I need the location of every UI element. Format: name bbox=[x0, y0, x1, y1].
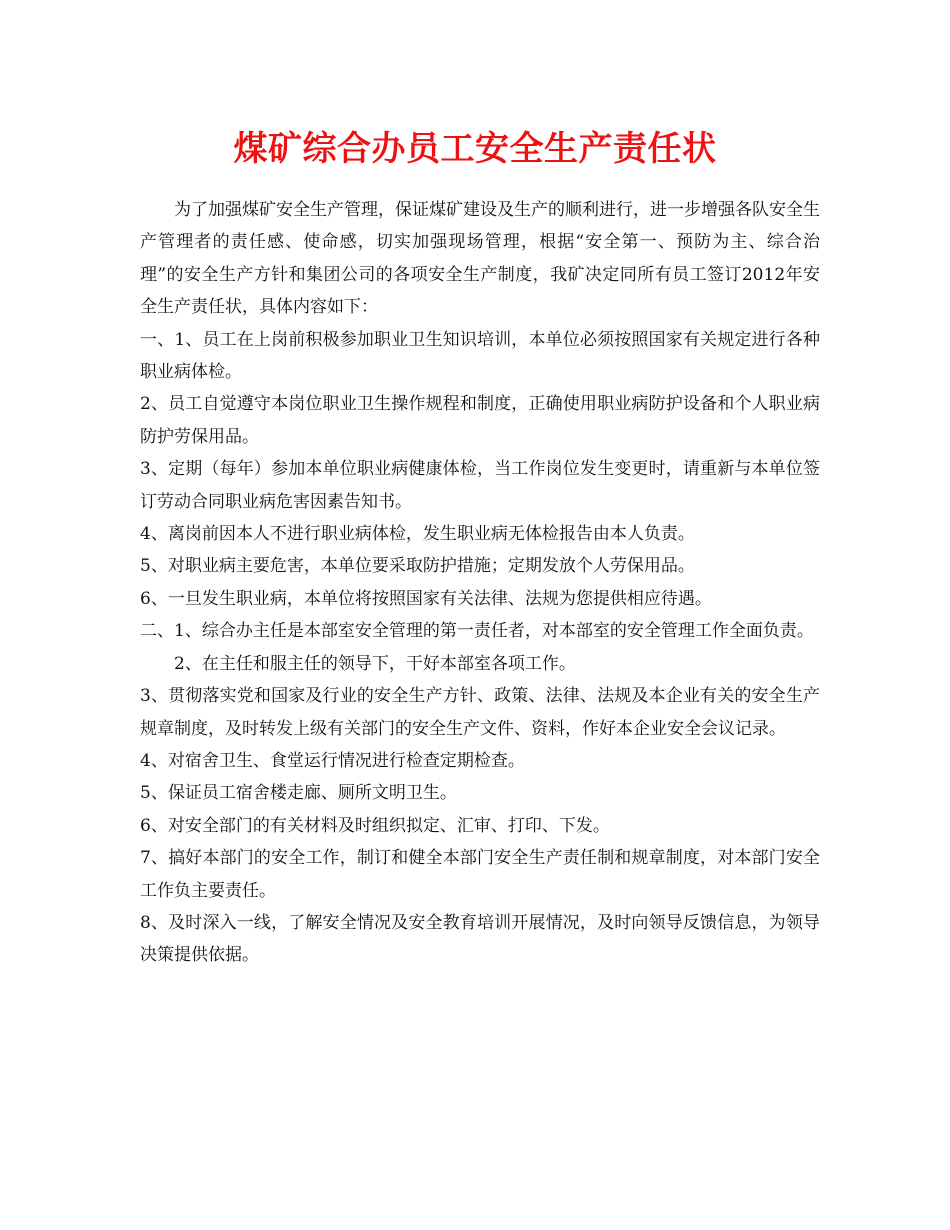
section-two-item-4: 4、对宿舍卫生、食堂运行情况进行检查定期检查。 bbox=[140, 750, 525, 771]
section-two-item-7: 7、搞好本部门的安全工作，制订和健全本部门安全生产责任制和规章制度，对本部门安全工作负主要责任。 bbox=[140, 848, 820, 901]
section-one-item-2: 2、员工自觉遵守本岗位职业卫生操作规程和制度，正确使用职业病防护设备和个人职业病防护劳保用品。 bbox=[140, 394, 820, 447]
section-one-item-3: 3、定期（每年）参加本单位职业病健康体检，当工作岗位发生变更时，请重新与本单位签订劳动合同职业病危害因素告知书。 bbox=[140, 459, 820, 512]
section-two-item-1: 二、1、综合办主任是本部室安全管理的第一责任者，对本部室的安全管理工作全面负责。 bbox=[140, 621, 814, 642]
section-two-item-8: 8、及时深入一线，了解安全情况及安全教育培训开展情况，及时向领导反馈信息，为领导决策提供依据。 bbox=[140, 912, 820, 966]
section-two-item-2: 2、在主任和服主任的领导下，干好本部室各项工作。 bbox=[174, 653, 576, 674]
section-one-item-1: 一、1、员工在上岗前积极参加职业卫生知识培训，本单位必须按照国家有关规定进行各种职业病体检。 bbox=[140, 329, 820, 383]
intro-paragraph: 为了加强煤矿安全生产管理，保证煤矿建设及生产的顺利进行，进一步增强各队安全生产管理者的责任感、使命感，切实加强现场管理，根据“安全第一、预防为主、综合治理”的安全生产方针和集团公司的各项安全生产制度，我矿决定同所有员工签订2012年安全生产责任状，具体内容如下： bbox=[140, 200, 820, 318]
section-one-item-5: 5、对职业病主要危害，本单位要采取防护措施；定期发放个人劳保用品。 bbox=[140, 556, 695, 577]
document-title: 煤矿综合办员工安全生产责任状 bbox=[233, 129, 717, 169]
section-two-item-6: 6、对安全部门的有关材料及时组织拟定、汇审、打印、下发。 bbox=[140, 815, 610, 836]
section-two-item-3: 3、贯彻落实党和国家及行业的安全生产方针、政策、法律、法规及本企业有关的安全生产规章制度，及时转发上级有关部门的安全生产文件、资料，作好本企业安全会议记录。 bbox=[140, 686, 820, 739]
section-one-item-6: 6、一旦发生职业病，本单位将按照国家有关法律、法规为您提供相应待遇。 bbox=[140, 588, 712, 609]
section-two-item-5: 5、保证员工宿舍楼走廊、厕所文明卫生。 bbox=[140, 783, 457, 804]
section-one-item-4: 4、离岗前因本人不进行职业病体检，发生职业病无体检报告由本人负责。 bbox=[140, 524, 695, 545]
document-body bbox=[140, 194, 820, 972]
